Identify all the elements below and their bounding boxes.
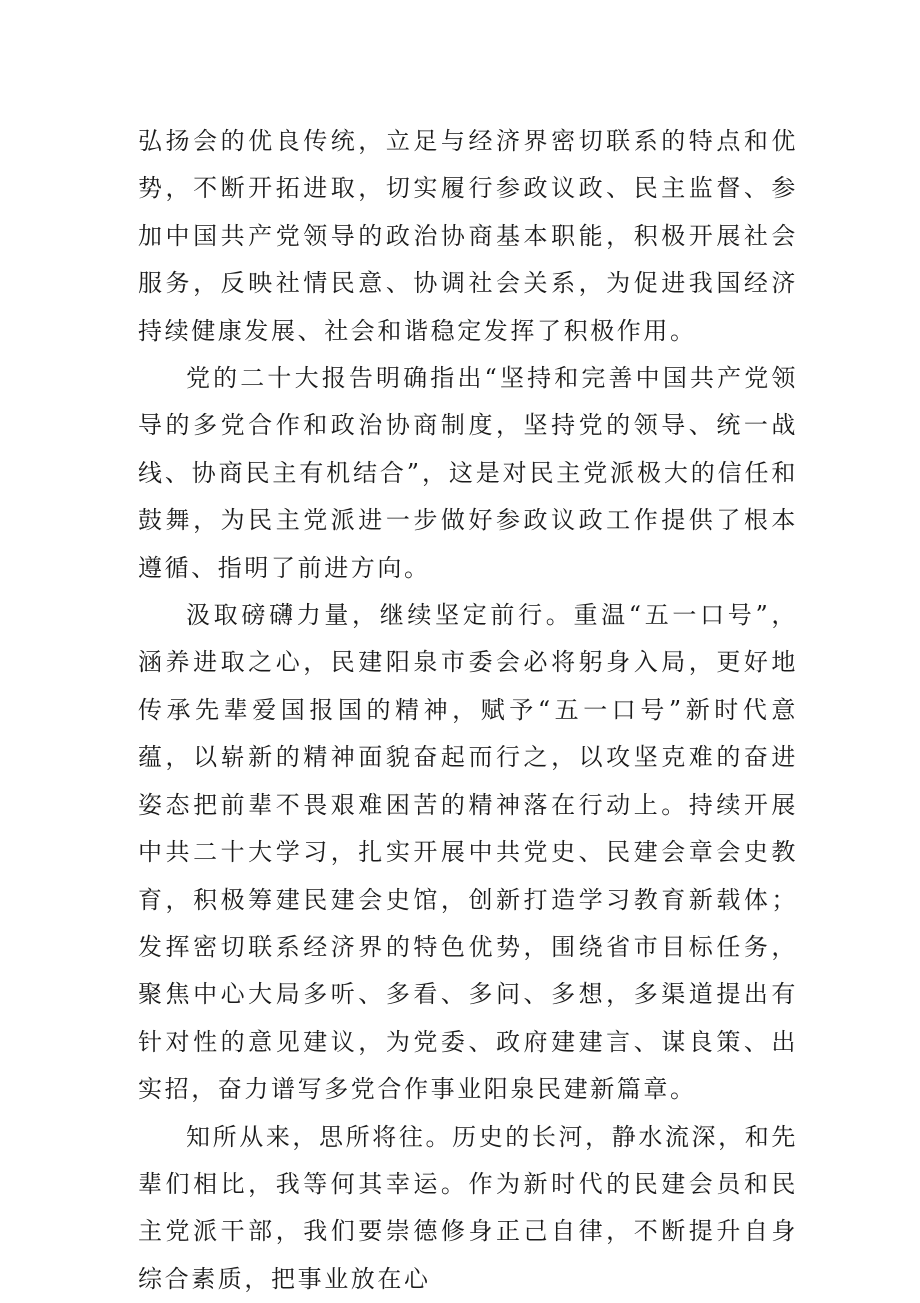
paragraph-3: 汲取磅礴力量，继续坚定前行。重温“五一口号”，涵养进取之心，民建阳泉市委会必将躬身入局，更好地传承先辈爱国报国的精神，赋予“五一口号”新时代意蕴，以崭新的精神面貌奋起而行之，以攻坚克难的奋进姿态把前辈不畏艰难困苦的精神落在行动上。持续开展中共二十大学习，扎实开展中共党史、民建会章会史教育，积极筹建民建会史馆，创新打造学习教育新载体；发挥密切联系经济界的特色优势，围绕省市目标任务，聚焦中心大局多听、多看、多问、多想，多渠道提出有针对性的意见建议，为党委、政府建建言、谋良策、出实招，奋力谱写多党合作事业阳泉民建新篇章。 (138, 601, 798, 1104)
paragraph-1: 弘扬会的优良传统，立足与经济界密切联系的特点和优势，不断开拓进取，切实履行参政议政、民主监督、参加中国共产党领导的政治协商基本职能，积极开展社会服务，反映社情民意、协调社会关系，为促进我国经济持续健康发展、社会和谐稳定发挥了积极作用。 (138, 127, 798, 345)
paragraph-2: 党的二十大报告明确指出“坚持和完善中国共产党领导的多党合作和政治协商制度，坚持党的领导、统一战线、协商民主有机结合”，这是对民主党派极大的信任和鼓舞，为民主党派进一步做好参政议政工作提供了根本遵循、指明了前进方向。 (138, 364, 798, 582)
document-body (138, 118, 798, 1303)
paragraph-4: 知所从来，思所将往。历史的长河，静水流深，和先辈们相比，我等何其幸运。作为新时代的民建会员和民主党派干部，我们要崇德修身正己自律，不断提升自身综合素质，把事业放在心 (138, 1122, 798, 1293)
